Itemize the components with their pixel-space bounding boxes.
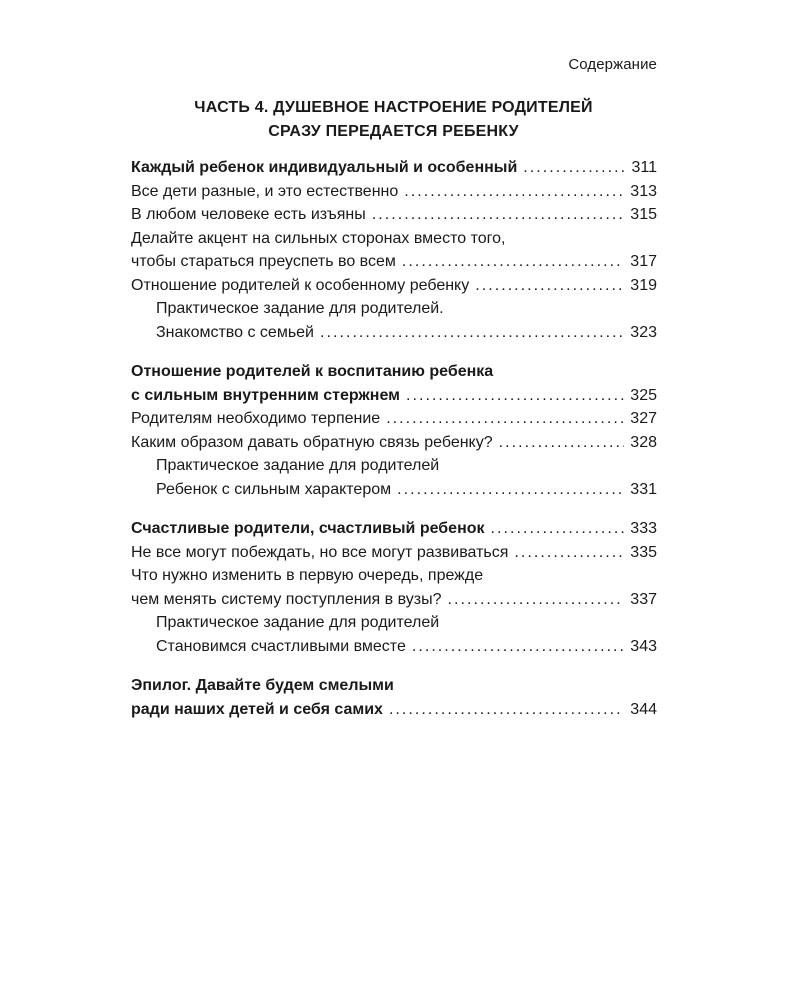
toc-entry[interactable] <box>131 541 657 565</box>
toc-section <box>131 674 657 721</box>
toc-entry-title: Счастливые родители, счастливый ребенок <box>131 520 485 537</box>
dot-leader <box>320 321 624 345</box>
dot-leader <box>499 431 625 455</box>
toc-section <box>131 360 657 501</box>
toc-entry[interactable] <box>131 203 657 227</box>
toc-section <box>131 517 657 658</box>
toc-entry-title: Все дети разные, и это естественно <box>131 182 399 200</box>
toc-entry-title: Не все могут побеждать, но все могут развиваться <box>131 543 509 561</box>
toc-page-number: 317 <box>630 253 657 270</box>
toc-entry-title: В любом человеке есть изъяны <box>131 206 366 223</box>
toc-page-number: 337 <box>630 590 657 608</box>
toc-chapter-entry[interactable] <box>131 360 657 407</box>
toc-entry-title-line: Отношение родителей к воспитанию ребенка <box>131 363 494 380</box>
toc-subentry[interactable] <box>131 454 657 501</box>
toc-entry[interactable] <box>131 180 657 204</box>
toc-page-number: 325 <box>630 386 657 404</box>
dot-leader <box>402 250 624 274</box>
toc-entry-title-line: Практическое задание для родителей. <box>156 300 444 317</box>
toc-page-number: 335 <box>630 543 657 561</box>
dot-leader <box>523 156 625 180</box>
toc-page-number: 327 <box>630 410 657 427</box>
toc-entry-title: ради наших детей и себя самих <box>131 700 383 718</box>
dot-leader <box>447 588 624 612</box>
toc-entry-title: чем менять систему поступления в вузы? <box>131 590 442 608</box>
toc-entry-title: с сильным внутренним стержнем <box>131 386 400 404</box>
dot-leader <box>404 180 624 204</box>
toc-chapter-entry[interactable] <box>131 674 657 721</box>
dot-leader <box>386 407 624 431</box>
toc-entry[interactable] <box>131 431 657 455</box>
toc-entry[interactable] <box>131 407 657 431</box>
toc-page-number: 344 <box>630 700 657 718</box>
toc-page-number: 319 <box>630 276 657 294</box>
toc-entry-title-line: Что нужно изменить в первую очередь, прежде <box>131 567 484 584</box>
toc-entry[interactable] <box>131 227 657 274</box>
toc-entry-title: Родителям необходимо терпение <box>131 410 381 427</box>
toc-subentry[interactable] <box>131 297 657 344</box>
part-title <box>130 96 657 144</box>
toc-page-number: 343 <box>630 637 657 655</box>
toc-page-number: 311 <box>631 159 657 176</box>
toc-page-number: 313 <box>630 182 657 200</box>
toc-chapter-entry[interactable] <box>131 156 657 180</box>
dot-leader <box>475 274 624 298</box>
toc-entry-title-line: Эпилог. Давайте будем смелыми <box>131 677 394 694</box>
dot-leader <box>491 517 625 541</box>
toc-entry-title: Становимся счастливыми вместе <box>156 637 406 655</box>
toc-page-number: 315 <box>630 206 657 223</box>
part-title-line: ЧАСТЬ 4. ДУШЕВНОЕ НАСТРОЕНИЕ РОДИТЕЛЕЙ <box>194 99 593 116</box>
toc-entry-title: чтобы стараться преуспеть во всем <box>131 253 396 270</box>
dot-leader <box>389 698 624 722</box>
dot-leader <box>412 635 624 659</box>
dot-leader <box>406 384 624 408</box>
dot-leader <box>372 203 625 227</box>
part-title-line: СРАЗУ ПЕРЕДАЕТСЯ РЕБЕНКУ <box>268 123 519 140</box>
toc-page-number: 331 <box>630 480 657 498</box>
toc-section <box>131 156 657 344</box>
toc-chapter-entry[interactable] <box>131 517 657 541</box>
toc-entry-title-line: Практическое задание для родителей <box>156 457 440 474</box>
toc-page-number: 333 <box>630 520 657 537</box>
toc-entry-title: Знакомство с семьей <box>156 323 314 341</box>
toc-entry-title: Каким образом давать обратную связь ребенку? <box>131 433 493 451</box>
running-header: Содержание <box>568 56 657 73</box>
toc-entry[interactable] <box>131 274 657 298</box>
toc-entry-title: Ребенок с сильным характером <box>156 480 392 498</box>
toc-entry-title: Отношение родителей к особенному ребенку <box>131 276 470 294</box>
toc-subentry[interactable] <box>131 611 657 658</box>
toc-page-number: 323 <box>630 323 657 341</box>
dot-leader <box>397 478 624 502</box>
table-of-contents <box>131 156 657 737</box>
toc-entry[interactable] <box>131 564 657 611</box>
toc-entry-title: Каждый ребенок индивидуальный и особенный <box>131 159 518 176</box>
toc-page-number: 328 <box>630 433 657 451</box>
toc-entry-title-line: Делайте акцент на сильных сторонах вместо того, <box>131 229 506 247</box>
dot-leader <box>514 541 624 565</box>
toc-entry-title-line: Практическое задание для родителей <box>156 614 440 631</box>
